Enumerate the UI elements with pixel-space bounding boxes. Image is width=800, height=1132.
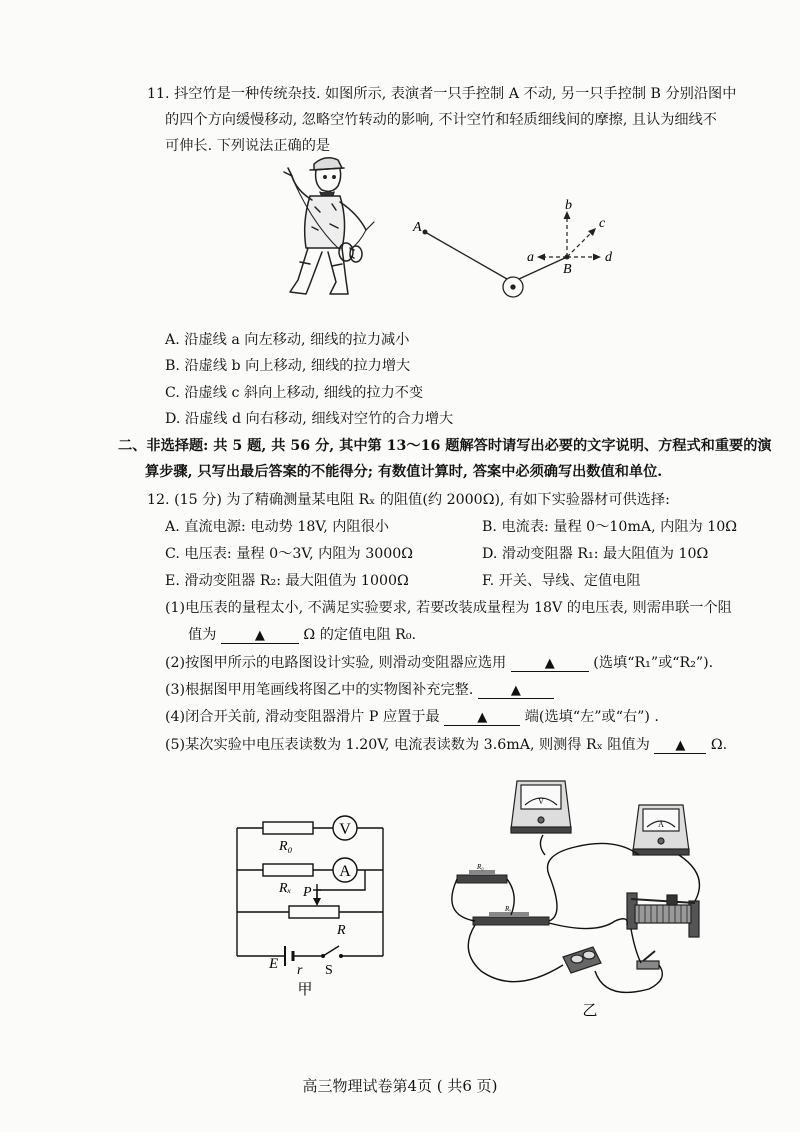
label-a: a [527, 250, 534, 265]
equip-f: F. 开关、导线、定值电阻 [482, 573, 641, 589]
circuit-label-P: P [303, 885, 312, 900]
q12-part5 [165, 735, 727, 755]
part1-post: Ω 的定值电阻 R₀. [303, 627, 417, 643]
q12-part1-line2 [188, 625, 416, 645]
equip-c: C. 电压表: 量程 0～3V, 内阻为 3000Ω [165, 546, 414, 562]
answer-blank-1[interactable]: ▲ [221, 625, 299, 644]
equip-e: E. 滑动变阻器 R₂: 最大阻值为 1000Ω [165, 573, 409, 589]
photo-label-V: V [538, 797, 544, 806]
photo-label-R0: R₀ [477, 863, 484, 871]
part4-pre: (4)闭合开关前, 滑动变阻器滑片 P 应置于最 [165, 709, 440, 725]
circuit-label-S: S [325, 963, 333, 978]
answer-blank-5[interactable]: ▲ [654, 735, 706, 754]
circuit-label-V: V [339, 821, 351, 838]
q12-part2 [165, 653, 713, 673]
photo-label-Rx: Rₓ [505, 905, 512, 913]
q12-stem: 12. (15 分) 为了精确测量某电阻 Rₓ 的阻值(约 2000Ω), 有如下实验器材可供选择: [147, 492, 670, 508]
q11-option-b: B. 沿虚线 b 向上移动, 细线的拉力增大 [165, 358, 411, 374]
circuit-label-Rx: Rₓ [279, 881, 292, 896]
part2-post: (选填“R₁”或“R₂”). [593, 655, 714, 671]
part3-text: (3)根据图甲用笔画线将图乙中的实物图补充完整. [165, 682, 474, 698]
equip-d: D. 滑动变阻器 R₁: 最大阻值为 10Ω [482, 546, 709, 562]
q12-part4 [165, 707, 659, 727]
circuit-label-R: R [337, 923, 346, 938]
q11-line-3: 可伸长. 下列说法正确的是 [165, 138, 331, 154]
section2-line-2: 算步骤, 只写出最后答案的不能得分; 有数值计算时, 答案中必须确写出数值和单位. [145, 464, 663, 480]
q12-part3 [165, 680, 554, 700]
page-footer: 高三物理试卷第4页 ( 共6 页) [302, 1077, 498, 1095]
section2-line-1: 二、非选择题: 共 5 题, 共 56 分, 其中第 13～16 题解答时请写出必要的文字说明、方程式和重要的演 [118, 438, 772, 454]
q11-option-a: A. 沿虚线 a 向左移动, 细线的拉力减小 [165, 332, 410, 348]
circuit-label-E: E [269, 956, 279, 972]
photo-caption: 乙 [582, 1003, 598, 1019]
circuit-label-r: r [297, 963, 303, 978]
answer-blank-3[interactable]: ▲ [478, 680, 554, 699]
circuit-label-R0: R₀ [279, 839, 293, 854]
q12-part1-line1: (1)电压表的量程太小, 不满足实验要求, 若要改装成量程为 18V 的电压表, 则需串联一个阻 [165, 600, 732, 616]
part2-pre: (2)按图甲所示的电路图设计实验, 则滑动变阻器应选用 [165, 655, 507, 671]
apparatus-photo [445, 775, 705, 1025]
label-b: b [565, 198, 572, 213]
force-diagram [405, 195, 625, 305]
equip-b: B. 电流表: 量程 0～10mA, 内阻为 10Ω [482, 519, 738, 535]
q11-line-2: 的四个方向缓慢移动, 忽略空竹转动的影响, 不计空竹和轻质细线间的摩擦, 且认为细线不 [165, 112, 717, 128]
equip-a: A. 直流电源: 电动势 18V, 内阻很小 [165, 519, 389, 535]
answer-blank-2[interactable]: ▲ [511, 653, 589, 672]
label-A: A [413, 220, 422, 235]
circuit-diagram [225, 808, 395, 998]
part5-post: Ω. [710, 737, 728, 753]
q11-line-1: 11. 抖空竹是一种传统杂技. 如图所示, 表演者一只手控制 A 不动, 另一只手控制 B 分别沿图中 [147, 86, 737, 102]
label-c: c [599, 216, 606, 231]
photo-label-A: A [658, 820, 664, 829]
answer-blank-4[interactable]: ▲ [444, 707, 520, 726]
part5-pre: (5)某次实验中电压表读数为 1.20V, 电流表读数为 3.6mA, 则测得 Rₓ 阻值为 [165, 737, 650, 753]
q11-option-c: C. 沿虚线 c 斜向上移动, 细线的拉力不变 [165, 385, 424, 401]
part4-post: 端(选填“左”或“右”) . [524, 709, 659, 725]
performer-illustration [270, 152, 395, 302]
label-B: B [563, 262, 572, 277]
q11-option-d: D. 沿虚线 d 向右移动, 细线对空竹的合力增大 [165, 411, 454, 427]
circuit-caption: 甲 [297, 982, 313, 998]
part1-pre: 值为 [188, 627, 217, 643]
label-d: d [605, 250, 612, 265]
circuit-label-A: A [339, 863, 351, 880]
